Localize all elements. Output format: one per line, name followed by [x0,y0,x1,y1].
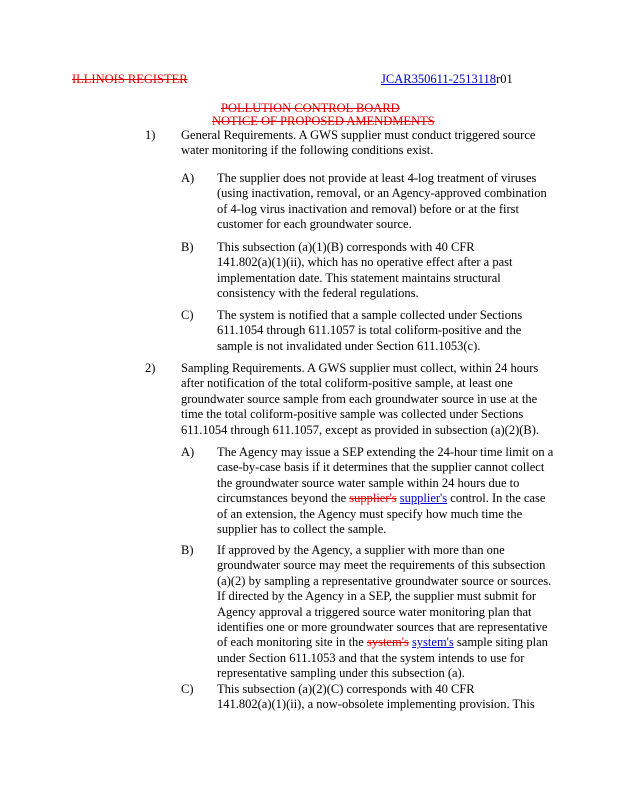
item-text [217,308,522,354]
text-line: consistency with the federal regulations. [217,286,419,301]
item-text [217,445,553,537]
section-text [181,361,539,438]
section-text [181,128,535,159]
board-title: POLLUTION CONTROL BOARD [221,101,400,115]
text-line: If directed by the Agency in a SEP, the supplier must submit for [217,589,537,604]
text-line: (a)(2) by sampling a representative groundwater source or sources. [217,573,552,588]
text-line: If approved by the Agency, a supplier with more than one [217,543,505,557]
inserted-text: supplier's [399,491,448,506]
register-title: ILLINOIS REGISTER [72,72,188,86]
text-line: groundwater source may meet the requirements of this subsection [217,558,546,573]
text-line: groundwater source sample from each groundwater source in use at the [181,391,538,406]
text-line: water monitoring if the following conditions exist. [181,143,434,158]
text-line: of 4-log virus inactivation and removal) before or at the first [217,201,519,216]
text-line: customer for each groundwater source. [217,217,412,232]
text-line: the groundwater source water sample within 24 hours due to [217,475,520,490]
item-letter: A) [181,171,195,185]
text-line: (using inactivation, removal, or an Agency-approved combination [217,186,547,201]
item-letter: A) [181,445,195,459]
item-text [217,543,551,682]
notice-title: NOTICE OF PROPOSED AMENDMENTS [212,114,435,128]
section-number: 1) [145,128,156,142]
item-letter: B) [181,240,194,254]
text-line: This subsection (a)(2)(C) corresponds with 40 CFR [217,682,475,696]
text-line-with-edits: of each monitoring site in the system's system's sample siting plan [217,635,548,650]
text-line: The supplier does not provide at least 4-log treatment of viruses [217,171,537,185]
text-line: implementation date. This statement maintains structural [217,270,501,285]
deleted-text: supplier's [349,491,397,506]
item-letter: C) [181,308,194,322]
text-line: 611.1054 through 611.1057, except as provided in subsection (a)(2)(B). [181,422,540,437]
text-line: identifies one or more groundwater sources that are representative [217,620,548,635]
text-line: General Requirements. A GWS supplier must conduct triggered source [181,128,536,142]
text-line: supplier has to collect the sample. [217,522,387,537]
item-text [217,171,547,233]
text-line: Agency approval a triggered source water monitoring plan that [217,604,532,619]
text-line: 141.802(a)(1)(ii), which has no operative effect after a past [217,255,513,270]
text-line: of an extension, the Agency must specify how much time the [217,506,523,521]
text-line: 141.802(a)(1)(ii), a now-obsolete implementing provision. This [217,697,535,712]
text-line: after notification of the total coliform-positive sample, at least one [181,376,513,391]
text-line: under Section 611.1053 and that the system intends to use for [217,650,525,665]
text-line: 611.1054 through 611.1057 is total coliform-positive and the [217,323,522,338]
deleted-text: system's [366,635,409,650]
item-text [217,240,512,302]
jcar-code [381,72,513,87]
text-line: representative sampling under this subsection (a). [217,666,465,681]
jcar-code-suffix: r01 [496,72,513,86]
text-line: sample is not invalidated under Section 611.1053(c). [217,338,481,353]
text-line-with-edits: circumstances beyond the supplier's supplier's control. In the case [217,491,546,506]
item-letter: C) [181,682,194,696]
jcar-code-main: JCAR350611-2513118 [381,72,497,86]
section-number: 2) [145,361,156,375]
text-line: This subsection (a)(1)(B) corresponds with 40 CFR [217,240,475,254]
text-line: The Agency may issue a SEP extending the 24-hour time limit on a [217,445,554,459]
item-letter: B) [181,543,194,557]
item-text [217,682,535,713]
text-line: The system is notified that a sample collected under Sections [217,308,523,322]
text-line: time the total coliform-positive sample was collected under Sections [181,407,524,422]
text-line: Sampling Requirements. A GWS supplier must collect, within 24 hours [181,361,539,375]
inserted-text: system's [411,635,454,650]
text-line: case-by-case basis if it determines that the supplier cannot collect [217,460,545,475]
